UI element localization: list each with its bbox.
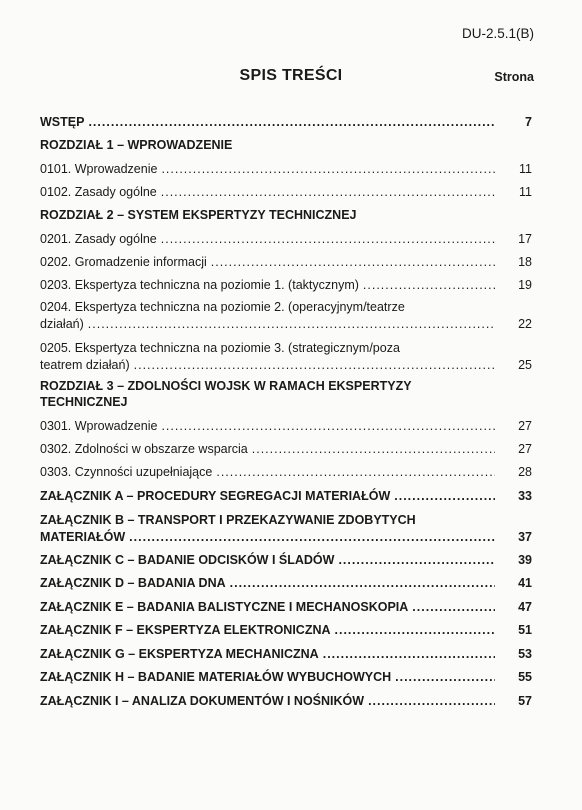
toc-entry-label: ZAŁĄCZNIK E – BADANIA BALISTYCZNE I MECHANOSKOPIA [40,600,409,614]
toc-entry-label: 0302. Zdolności w obszarze wsparcia [40,442,248,456]
toc-entry-label: ZAŁĄCZNIK F – EKSPERTYZA ELEKTRONICZNA [40,623,331,637]
toc-page-number: 7 [525,115,532,129]
toc-page-number: 11 [519,162,532,176]
toc-entry-label: 0101. Wprowadzenie [40,162,158,176]
toc-entry-label: ZAŁĄCZNIK C – BADANIE ODCISKÓW I ŚLADÓW [40,553,335,567]
toc-page-number: 57 [518,694,532,708]
toc-entry-label: 0201. Zasady ogólne [40,232,157,246]
toc-chapter-label-line2: TECHNICZNEJ [40,395,128,409]
toc-page-number: 28 [518,465,532,479]
toc-entry-label: ZAŁĄCZNIK H – BADANIE MATERIAŁÓW WYBUCHOWYCH [40,670,392,684]
page-column-header: Strona [494,70,534,84]
toc-entry-label: ZAŁĄCZNIK G – EKSPERTYZA MECHANICZNA [40,647,319,661]
toc-chapter-label: ROZDZIAŁ 2 – SYSTEM EKSPERTYZY TECHNICZNEJ [40,208,357,222]
toc-entry-label-line2: teatrem działań) [40,358,130,372]
document-id: DU-2.5.1(B) [461,26,534,41]
toc-entry-label-line1: ZAŁĄCZNIK B – TRANSPORT I PRZEKAZYWANIE ZDOBYTYCH [40,513,416,527]
toc-entry-label: 0303. Czynności uzupełniające [40,465,213,479]
toc-page-number: 47 [518,600,532,614]
toc-page-number: 33 [518,489,532,503]
toc-page-number: 25 [518,358,532,372]
toc-page-number: 11 [519,185,532,199]
toc-entry-label: 0102. Zasady ogólne [40,185,157,199]
toc-chapter-label: ROZDZIAŁ 1 – WPROWADZENIE [40,138,233,152]
toc-page-number: 37 [518,530,532,544]
toc-entry-label: ZAŁĄCZNIK I – ANALIZA DOKUMENTÓW I NOŚNIKÓW [40,694,365,708]
toc-page-number: 27 [518,419,532,433]
toc-entry-label-line1: 0204. Ekspertyza techniczna na poziomie 2. (operacyjnym/teatrze [40,300,405,314]
toc-page-number: 17 [518,232,532,246]
toc-entry-label-line2: MATERIAŁÓW [40,530,126,544]
toc-entry-label: 0203. Ekspertyza techniczna na poziomie 1. (taktycznym) [40,278,359,292]
toc-entry-label: ZAŁĄCZNIK D – BADANIA DNA [40,576,226,590]
toc-entry-label: 0301. Wprowadzenie [40,419,158,433]
toc-page-number: 51 [518,623,532,637]
toc-page-number: 27 [518,442,532,456]
toc-page-number: 55 [518,670,532,684]
page-title: SPIS TREŚCI [239,67,343,84]
toc-entry-label: WSTĘP [40,115,85,129]
toc-page-number: 41 [518,576,532,590]
toc-page-number: 19 [518,278,532,292]
toc-chapter-label-line1: ROZDZIAŁ 3 – ZDOLNOŚCI WOJSK W RAMACH EKSPERTYZY [40,379,412,393]
toc-page-number: 39 [518,553,532,567]
toc-page-number: 22 [518,317,532,331]
toc-entry-label-line1: 0205. Ekspertyza techniczna na poziomie 3. (strategicznym/poza [40,341,400,355]
toc-entry-label: ZAŁĄCZNIK A – PROCEDURY SEGREGACJI MATERIAŁÓW [40,489,391,503]
toc-entry-label: 0202. Gromadzenie informacji [40,255,207,269]
toc-page-number: 53 [518,647,532,661]
toc-entry-label-line2: działań) [40,317,84,331]
toc-page-number: 18 [518,255,532,269]
